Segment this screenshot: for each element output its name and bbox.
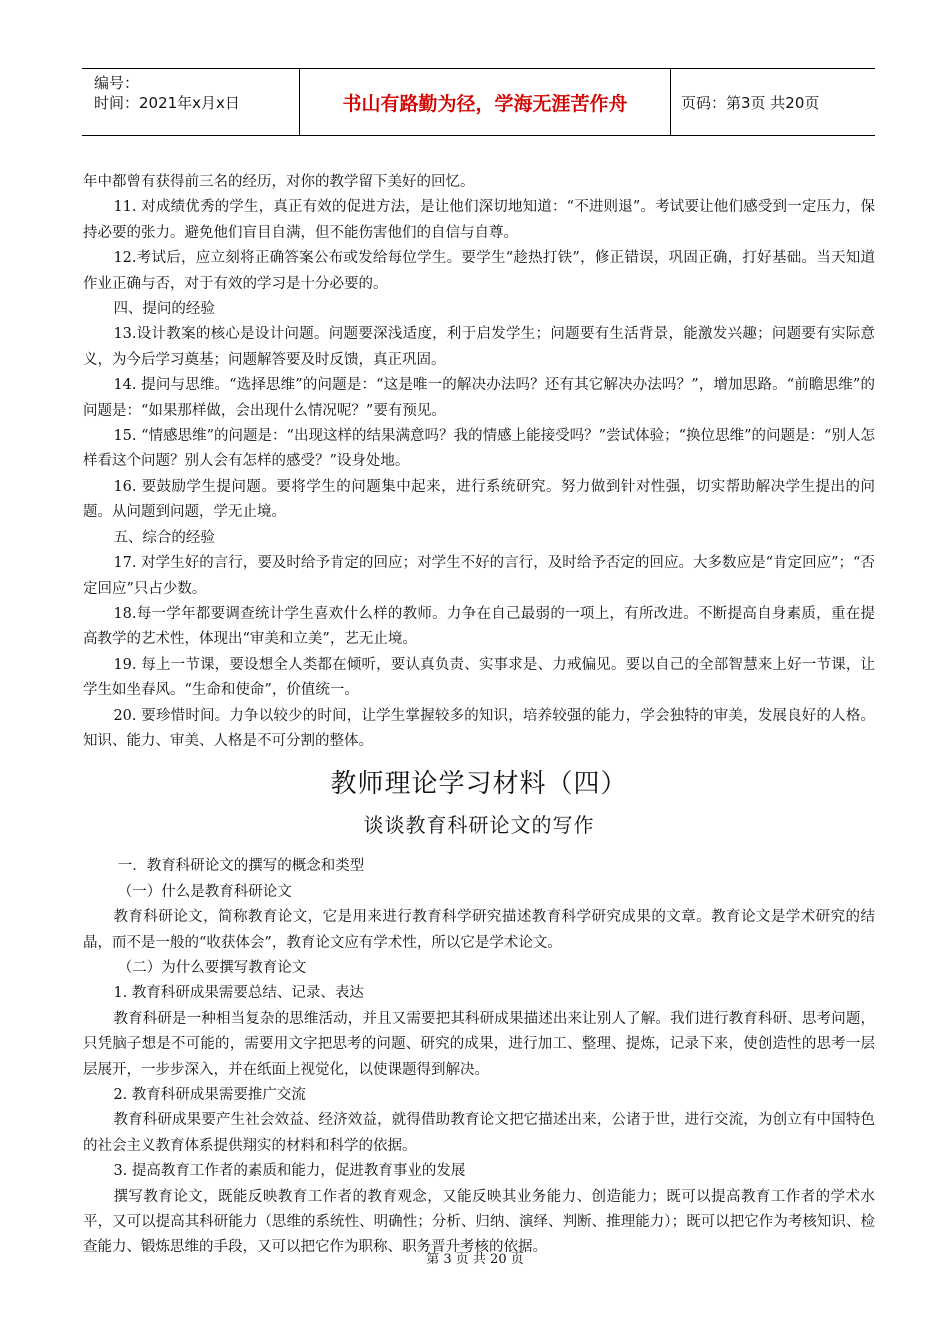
paragraph: 年中都曾有获得前三名的经历，对你的教学留下美好的回忆。 <box>83 174 475 190</box>
paragraph: 教育科研成果要产生社会效益、经济效益，就得借助教育论文把它描述出来，公诸于世，进行交流，为创立有中国特色的社会主义教育体系提供翔实的材料和科学的依据。 <box>83 1112 875 1154</box>
paragraph: 16. 要鼓励学生提问题。要将学生的问题集中起来，进行系统研究。努力做到针对性强，切实帮助解决学生提出的问题。从问题到问题，学无止境。 <box>83 478 875 521</box>
page-header <box>82 68 875 136</box>
header-meta <box>82 69 300 135</box>
section-heading: 一．教育科研论文的撰写的概念和类型 <box>117 858 365 875</box>
document-title: 教师理论学习材料（四） <box>330 769 628 800</box>
paragraph: 18.每一学年都要调查统计学生喜欢什么样的教师。力争在自己最弱的一项上，有所改进。不断提高自身素质，重在提高教学的艺术性，体现出“审美和立美”，艺无止境。 <box>83 605 875 648</box>
list-heading: 3. 提高教育工作者的素质和能力，促进教育事业的发展 <box>113 1163 466 1180</box>
paragraph: 教育科研是一种相当复杂的思维活动，并且又需要把其科研成果描述出来让别人了解。我们进行教育科研、思考问题，只凭脑子想是不可能的，需要用文字把思考的问题、研究的成果，进行加工、整理、提炼，记录下来，使创造性的思考一层层展开，一步步深入，并在纸面上视觉化，以使课题得到解决。 <box>83 1010 875 1078</box>
document-subtitle: 谈谈教育科研论文的写作 <box>363 813 595 838</box>
paragraph: 19. 每上一节课，要设想全人类都在倾听，要认真负责、实事求是、力戒偏见。要以自己的全部智慧来上好一节课，让学生如坐春风。“生命和使命”，价值统一。 <box>83 656 875 699</box>
paragraph: 13.设计教案的核心是设计问题。问题要深浅适度，利于启发学生；问题要有生活背景，能激发兴趣；问题要有实际意义，为今后学习奠基；问题解答要及时反馈，真正巩固。 <box>83 326 875 368</box>
paragraph: 12.考试后，应立刻将正确答案公布或发给每位学生。要学生“趁热打铁”，修正错误，巩固正确，打好基础。当天知道作业正确与否，对于有效的学习是十分必要的。 <box>83 250 875 292</box>
paragraph: 14. 提问与思维。“选择思维”的问题是：“这是唯一的解决办法吗？还有其它解决办法吗？”，增加思路。“前瞻思维”的问题是：“如果那样做，会出现什么情况呢？”要有预见。 <box>83 377 875 419</box>
subsection-heading: （一）什么是教育科研论文 <box>117 883 292 900</box>
page-footer: 第 3 页 共 20 页 <box>426 1252 524 1267</box>
time-label: 时间：2021年x月x日 <box>94 94 240 112</box>
paragraph: 15. “情感思维”的问题是：“出现这样的结果满意吗？我的情感上能接受吗？”尝试体验；“换位思维”的问题是：“别人怎样看这个问题？别人会有怎样的感受？”设身处地。 <box>83 428 875 470</box>
number-label: 编号： <box>94 74 140 92</box>
paragraph: 教育科研论文，简称教育论文，它是用来进行教育科学研究描述教育科学研究成果的文章。教育论文是学术研究的结晶，而不是一般的“收获体会”，教育论文应有学术性，所以它是学术论文。 <box>83 909 875 951</box>
paragraph: 17. 对学生好的言行，要及时给予肯定的回应；对学生不好的言行，及时给予否定的回应。大多数应是“肯定回应”；“否定回应”只占少数。 <box>83 555 875 597</box>
header-page-label: 页码：第3页 共20页 <box>681 93 820 112</box>
section-heading: 五、综合的经验 <box>113 529 215 546</box>
list-heading: 1. 教育科研成果需要总结、记录、表达 <box>113 985 364 1002</box>
paragraph: 11. 对成绩优秀的学生，真正有效的促进方法，是让他们深切地知道：“不进则退”。考试要让他们感受到一定压力，保持必要的张力。避免他们盲目自满，但不能伤害他们的自信与自尊。 <box>83 199 875 241</box>
document-body <box>83 170 875 1261</box>
subsection-heading: （二）为什么要撰写教育论文 <box>117 959 307 976</box>
paragraph: 撰写教育论文，既能反映教育工作者的教育观念，又能反映其业务能力、创造能力；既可以提高教育工作者的学术水平，又可以提高其科研能力（思维的系统性、明确性；分析、归纳、演绎、判断、推理能力）；既可以把它作为考核知识、检查能力、锻炼思维的手段，又可以把它作为职称、职务晋升考核的依据。 <box>83 1188 875 1256</box>
header-motto: 书山有路勤为径，学海无涯苦作舟 <box>300 69 671 135</box>
list-heading: 2. 教育科研成果需要推广交流 <box>113 1087 306 1103</box>
paragraph: 20. 要珍惜时间。力争以较少的时间，让学生掌握较多的知识，培养较强的能力，学会独特的审美，发展良好的人格。知识、能力、审美、人格是不可分割的整体。 <box>83 707 875 749</box>
section-heading: 四、提问的经验 <box>113 301 215 318</box>
